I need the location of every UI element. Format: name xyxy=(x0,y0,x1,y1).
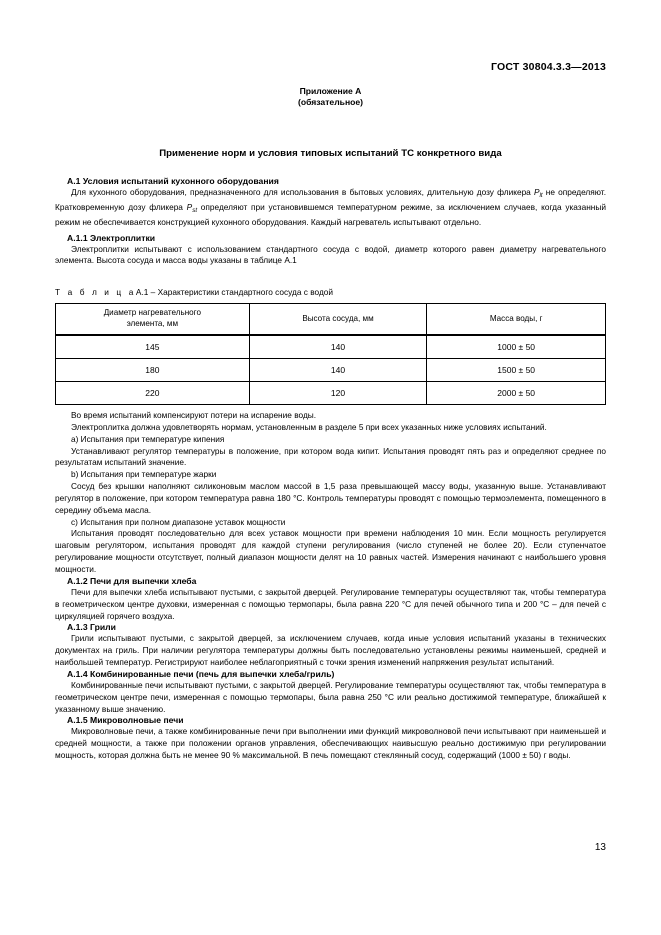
paragraph-a14: Комбинированные печи испытывают пустыми, с закрытой дверцей. Регулирование температуры осуществляют так, чтобы температура в геометрическом центре печи, измеренная с помощью термопары, была равна 250 °С или реально достижимой температуре, ближайшей к указанному выше значению. xyxy=(55,679,606,714)
table-caption xyxy=(55,287,333,297)
cell-diameter: 145 xyxy=(56,335,250,359)
table-caption-rest: А.1 – Характеристики стандартного сосуда с водой xyxy=(135,287,334,297)
cell-diameter: 180 xyxy=(56,359,250,382)
table-row xyxy=(56,382,606,405)
cell-mass: 1500 ± 50 xyxy=(427,359,606,382)
paragraph-evaporation: Во время испытаний компенсируют потери на испарение воды. xyxy=(71,410,317,420)
paragraph-a13: Грили испытывают пустыми, с закрытой дверцей, за исключением случаев, когда иные условия испытаний указаны в технических документах на гриль. При наличии регулятора температуры должны быть последовательно установлены режимы наименьшей, средней и наибольшей температур. Регистрируют наиболее неблагоприятный с точки зрения изменений напряжения результат испытаний. xyxy=(55,633,606,668)
paragraph-a11: Электроплитки испытывают с использованием стандартного сосуда с водой, диаметр которого равен диаметру нагревательного элемента. Высота сосуда и масса воды указаны в таблице А.1 xyxy=(55,243,606,266)
a1-text-start: Для кухонного оборудования, предназначенного для использования в бытовых условиях, длительную дозу фликера xyxy=(71,187,534,197)
subscript-st: st xyxy=(192,206,198,214)
a1-text-end: определяют при установившемся температурном режиме, за исключением случаев, когда указанный режим не обеспечивается конструкцией кухонного оборудования. Каждый нагреватель испытывают отдельно. xyxy=(55,201,606,227)
column-header-vessel-height xyxy=(249,304,427,336)
a1-text-mid: не определяют. Кратковременную дозу фликера xyxy=(55,187,606,212)
annex-heading-block xyxy=(55,86,606,109)
symbol-p-lt: P xyxy=(533,187,540,197)
table-header-row xyxy=(56,304,606,336)
heading-a11: А.1.1 Электроплитки xyxy=(67,232,156,243)
body-bottom-flow xyxy=(55,410,606,762)
heading-a14: А.1.4 Комбинированные печи (печь для выпечки хлеба/гриль) xyxy=(67,668,335,679)
cell-height: 140 xyxy=(249,335,427,359)
table-a1-standard-vessel xyxy=(55,303,606,405)
running-head-standard-code: ГОСТ 30804.3.3—2013 xyxy=(490,61,606,73)
heading-a12: А.1.2 Печи для выпечки хлеба xyxy=(67,575,197,586)
subscript-lt: lt xyxy=(539,192,543,199)
list-item-c-body: Испытания проводят последовательно для всех уставок мощности при времени наблюдения 10 мин. Если мощность регулируется шаговым регулятором, испытания проводят для каждой ступени регулирования (число ступеней не более 20). Если ступенчатое регулирование мощности отсутствует, полный диапазон мощности делят на 10 равных частей. Измерения начинают с наибольшего уровня мощности. xyxy=(55,528,606,574)
heading-a1: А.1 Условия испытаний кухонного оборудования xyxy=(67,176,279,186)
annex-subtitle: (обязательное) xyxy=(297,97,364,108)
heading-a13: А.1.3 Грили xyxy=(67,622,116,633)
paragraph-a12: Печи для выпечки хлеба испытывают пустыми, с закрытой дверцей. Регулирование температуры осуществляют так, чтобы температура в геометрическом центре духовки, измеренная с помощью термопары, была равна 220 °С для печей обычного типа и 200 °С – для печей с циркуляцией горячего воздуха. xyxy=(55,586,606,621)
table-caption-prefix: Т а б л и ц а xyxy=(55,287,136,297)
table-row xyxy=(56,335,606,359)
column-header-line1: Масса воды, г xyxy=(489,313,543,323)
list-item-b-body: Сосуд без крышки наполняют силиконовым маслом массой в 1,5 раза превышающей массу воды, указанную выше. Устанавливают регулятор в положение, при котором температура равна 180 °С. Контроль температуры проводят с помощью термоэлемента, помещенного в середину объема масла. xyxy=(55,481,606,515)
cell-diameter: 220 xyxy=(56,382,250,405)
column-header-water-mass xyxy=(427,304,606,336)
cell-mass: 2000 ± 50 xyxy=(427,382,606,405)
heading-a15: А.1.5 Микроволновые печи xyxy=(67,715,184,726)
paragraph-a15: Микроволновые печи, а также комбинированные печи при выполнении ими функций микроволновой печи испытывают при наименьшей и средней мощности, а также при положении органов управления, обеспечивающих наивысшую реально достижимую при регулировании мощность, которая должна быть не менее 90 % максимальной. В печь помещают стеклянный сосуд, содержащий (1000 ± 50) г воды. xyxy=(55,726,606,761)
list-item-a-title: a) Испытания при температуре кипения xyxy=(71,433,225,444)
list-item-c-title: c) Испытания при полном диапазоне уставок мощности xyxy=(71,516,286,527)
paragraph-compliance: Электроплитка должна удовлетворять нормам, установленным в разделе 5 при всех указанных ниже условиях испытаний. xyxy=(71,421,547,432)
table-row xyxy=(56,359,606,382)
cell-height: 140 xyxy=(249,359,427,382)
cell-mass: 1000 ± 50 xyxy=(427,335,606,359)
symbol-p-st: P xyxy=(186,201,193,212)
column-header-line1: Диаметр нагревательного xyxy=(103,308,201,318)
page-number: 13 xyxy=(594,842,606,853)
body-top-flow xyxy=(55,176,606,267)
column-header-line2: элемента, мм xyxy=(126,319,179,328)
cell-height: 120 xyxy=(249,382,427,405)
column-header-heater-diameter xyxy=(56,304,250,336)
annex-title: Приложение А xyxy=(299,86,362,96)
column-header-line1: Высота сосуда, мм xyxy=(302,313,374,323)
list-item-b-title: b) Испытания при температуре жарки xyxy=(71,469,217,480)
page-title: Применение норм и условия типовых испытаний ТС конкретного вида xyxy=(159,148,502,159)
list-item-a-body: Устанавливают регулятор температуры в положение, при котором вода кипит. Испытания проводят пять раз и определяют среднее по результатам испытаний значение. xyxy=(55,445,606,468)
paragraph-a1-intro xyxy=(55,187,606,229)
